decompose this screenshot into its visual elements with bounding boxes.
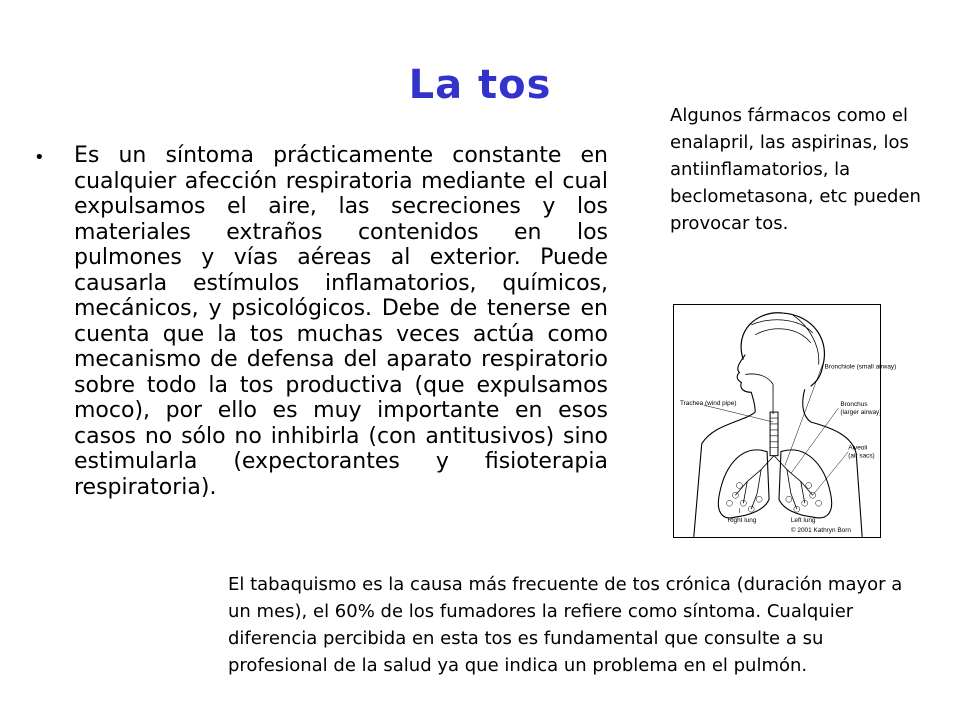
label-left-lung: Left lung [790,517,816,525]
bullet-item [34,143,608,500]
label-bronchiole: Bronchiole (small airway) [824,363,897,371]
label-bronchus-sub: (larger airway) [840,409,882,417]
bottom-note: El tabaquismo es la causa más frecuente de tos crónica (duración mayor a un mes), el 60% de los fumadores la refiere como síntoma. Cualquier diferencia percibida en esta tos es fundamental que consulte a su profesional de la salud ya que indica un problema en el pulmón. [228,574,903,676]
label-bronchus: Bronchus [840,401,868,409]
slide-title: La tos [408,62,552,108]
label-right-lung: Right lung [727,517,757,525]
label-alveoli-sub: (air sacs) [848,452,875,460]
side-note: Algunos fármacos como el enalapril, las aspirinas, los antiinflamatorios, la beclometasona, etc pueden provocar tos. [670,105,921,234]
bullet-dot-icon: • [34,147,45,168]
lungs-diagram-icon [674,305,897,537]
label-trachea: Trachea (wind pipe) [679,400,737,408]
respiratory-system-illustration [673,304,897,538]
bullet-text: Es un síntoma prácticamente constante en cualquier afección respiratoria mediante el cual expulsamos el aire, las secreciones y los materiales extraños contenidos en los pulmones y vías aéreas al exterior. Puede causarla estímulos inflamatorios, químicos, mecánicos, y psicológicos. Debe de tenerse en cuenta que la tos muchas veces actúa como mecanismo de defensa del aparato respiratorio sobre todo la tos productiva (que expulsamos moco), por ello es muy importante en esos casos no sólo no inhibirla (con antitusivos) sino estimularla (expectorantes y fisioterapia respiratoria). [74,143,608,500]
label-alveoli: Alveoli [848,444,868,452]
figure-copyright: © 2001 Kathryn Born [790,526,851,534]
